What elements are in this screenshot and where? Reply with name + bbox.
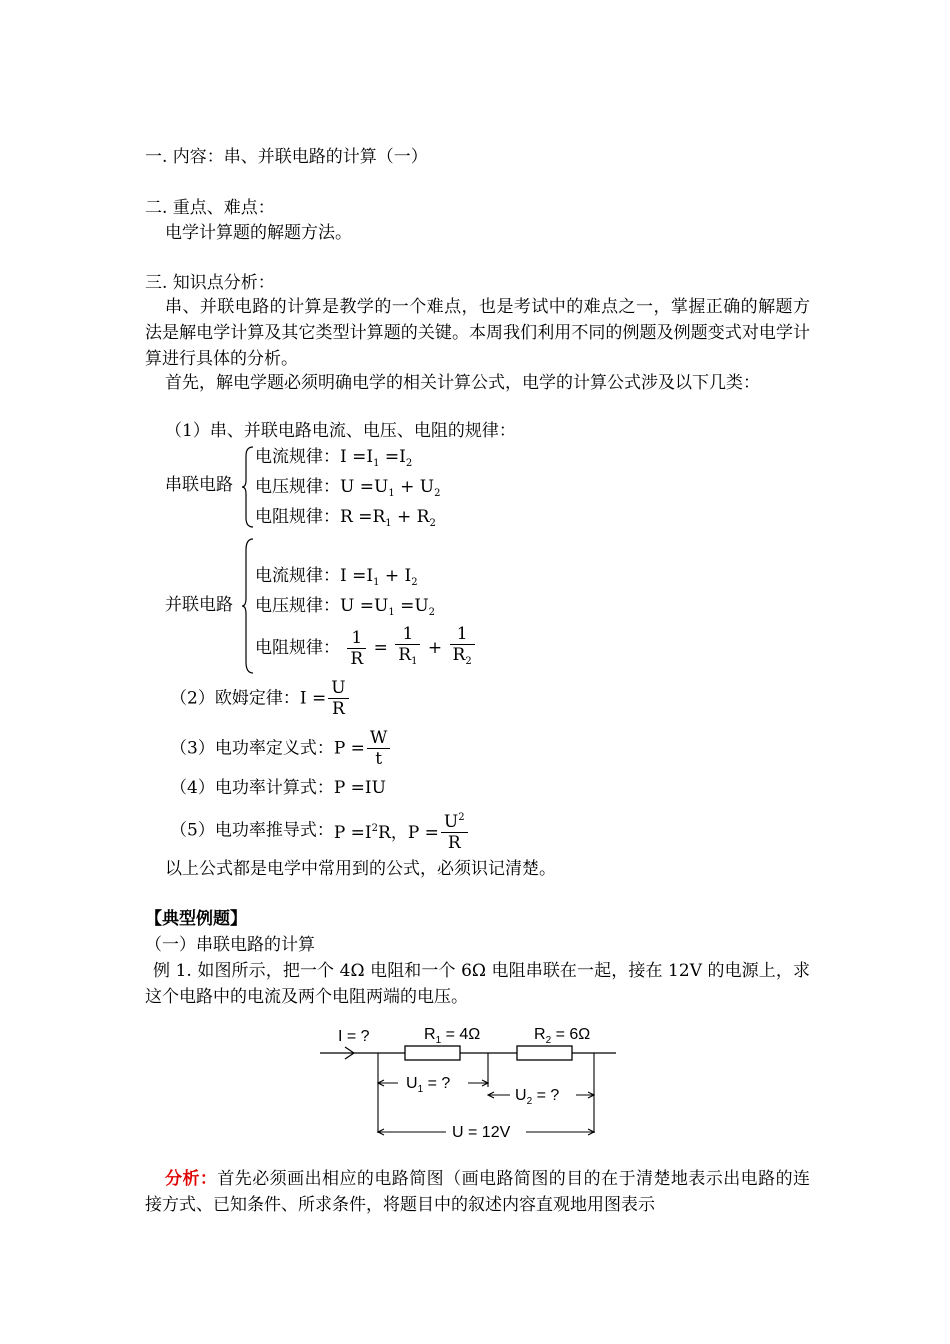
analysis-text: 首先必须画出相应的电路简图（画电路简图的目的在于清楚地表示出电路的连接方式、已知条件、所求条件，将题目中的叙述内容直观地用图表示 <box>145 1169 811 1215</box>
series-resistance-rule: 电阻规律：$R =R_1 + R_2$ <box>255 507 436 529</box>
r1-label: $R_1 = 4\Omega$ <box>424 1026 481 1046</box>
series-circuit-diagram <box>318 1015 618 1140</box>
parallel-brace <box>241 538 255 674</box>
measure-lines <box>378 1053 594 1133</box>
paragraph-2: 首先，解电学题必须明确电学的相关计算公式，电学的计算公式涉及以下几类： <box>165 373 760 393</box>
series-current-rule: 电流规律：$I =I_1 =I_2$ <box>255 447 413 469</box>
section-2-title: 二. 重点、难点： <box>145 198 275 218</box>
series-label: 串联电路 <box>165 475 233 495</box>
section-2-body: 电学计算题的解题方法。 <box>165 223 352 243</box>
power-calc: （4）电功率计算式：P =IU <box>170 778 386 798</box>
parallel-resistance-rule: 电阻规律： $\frac{1}{R}$ = $\frac{1}{R_1}$ + $\frac{1}{R_2}$ <box>255 624 477 672</box>
parallel-label: 并联电路 <box>165 595 233 615</box>
formula-summary: 以上公式都是电学中常用到的公式，必须识记清楚。 <box>165 859 556 879</box>
series-brace <box>241 446 255 528</box>
power-derived: （5）电功率推导式：$P =I^2R$，P = $\frac{U^2}{R}$ <box>170 808 470 853</box>
analysis-label: 分析： <box>165 1169 218 1189</box>
section-3-title: 三. 知识点分析： <box>145 273 275 293</box>
u2-label: $U_2$ = ? <box>515 1087 560 1107</box>
section-1-title: 一. 内容：串、并联电路的计算（一） <box>145 147 428 167</box>
current-label: I = ? <box>338 1028 370 1045</box>
parallel-voltage-rule: 电压规律：$U =U_1 =U_2$ <box>255 596 436 618</box>
u1-label: $U_1$ = ? <box>406 1075 451 1095</box>
u-total-label: U = 12V <box>452 1124 511 1140</box>
examples-heading: 【典型例题】 <box>145 909 247 929</box>
resistor-r2 <box>517 1046 572 1060</box>
ohm-law: （2）欧姆定律：I = $\frac{U}{R}$ <box>170 678 351 719</box>
power-definition: （3）电功率定义式：P = $\frac{W}{t}$ <box>170 728 392 769</box>
example-1-text: 例 1. 如图所示，把一个 4Ω 电阻和一个 6Ω 电阻串联在一起，接在 12V 的电源上，求这个电路中的电流及两个电阻两端的电压。 <box>145 961 810 1007</box>
resistor-r1 <box>405 1046 460 1060</box>
analysis-paragraph <box>145 1166 810 1218</box>
series-voltage-rule: 电压规律：$U =U_1 + U_2$ <box>255 477 441 499</box>
parallel-current-rule: 电流规律：$I =I_1 + I_2$ <box>255 566 418 588</box>
examples-subheading: （一）串联电路的计算 <box>145 935 315 955</box>
item-1: （1）串、并联电路电流、电压、电阻的规律： <box>165 421 516 441</box>
paragraph-1: 串、并联电路的计算是教学的一个难点，也是考试中的难点之一，掌握正确的解题方法是解电学计算及其它类型计算题的关键。本周我们利用不同的例题及例题变式对电学计算进行具体的分析。 <box>145 297 810 369</box>
r2-label: $R_2 = 6\Omega$ <box>534 1026 591 1046</box>
